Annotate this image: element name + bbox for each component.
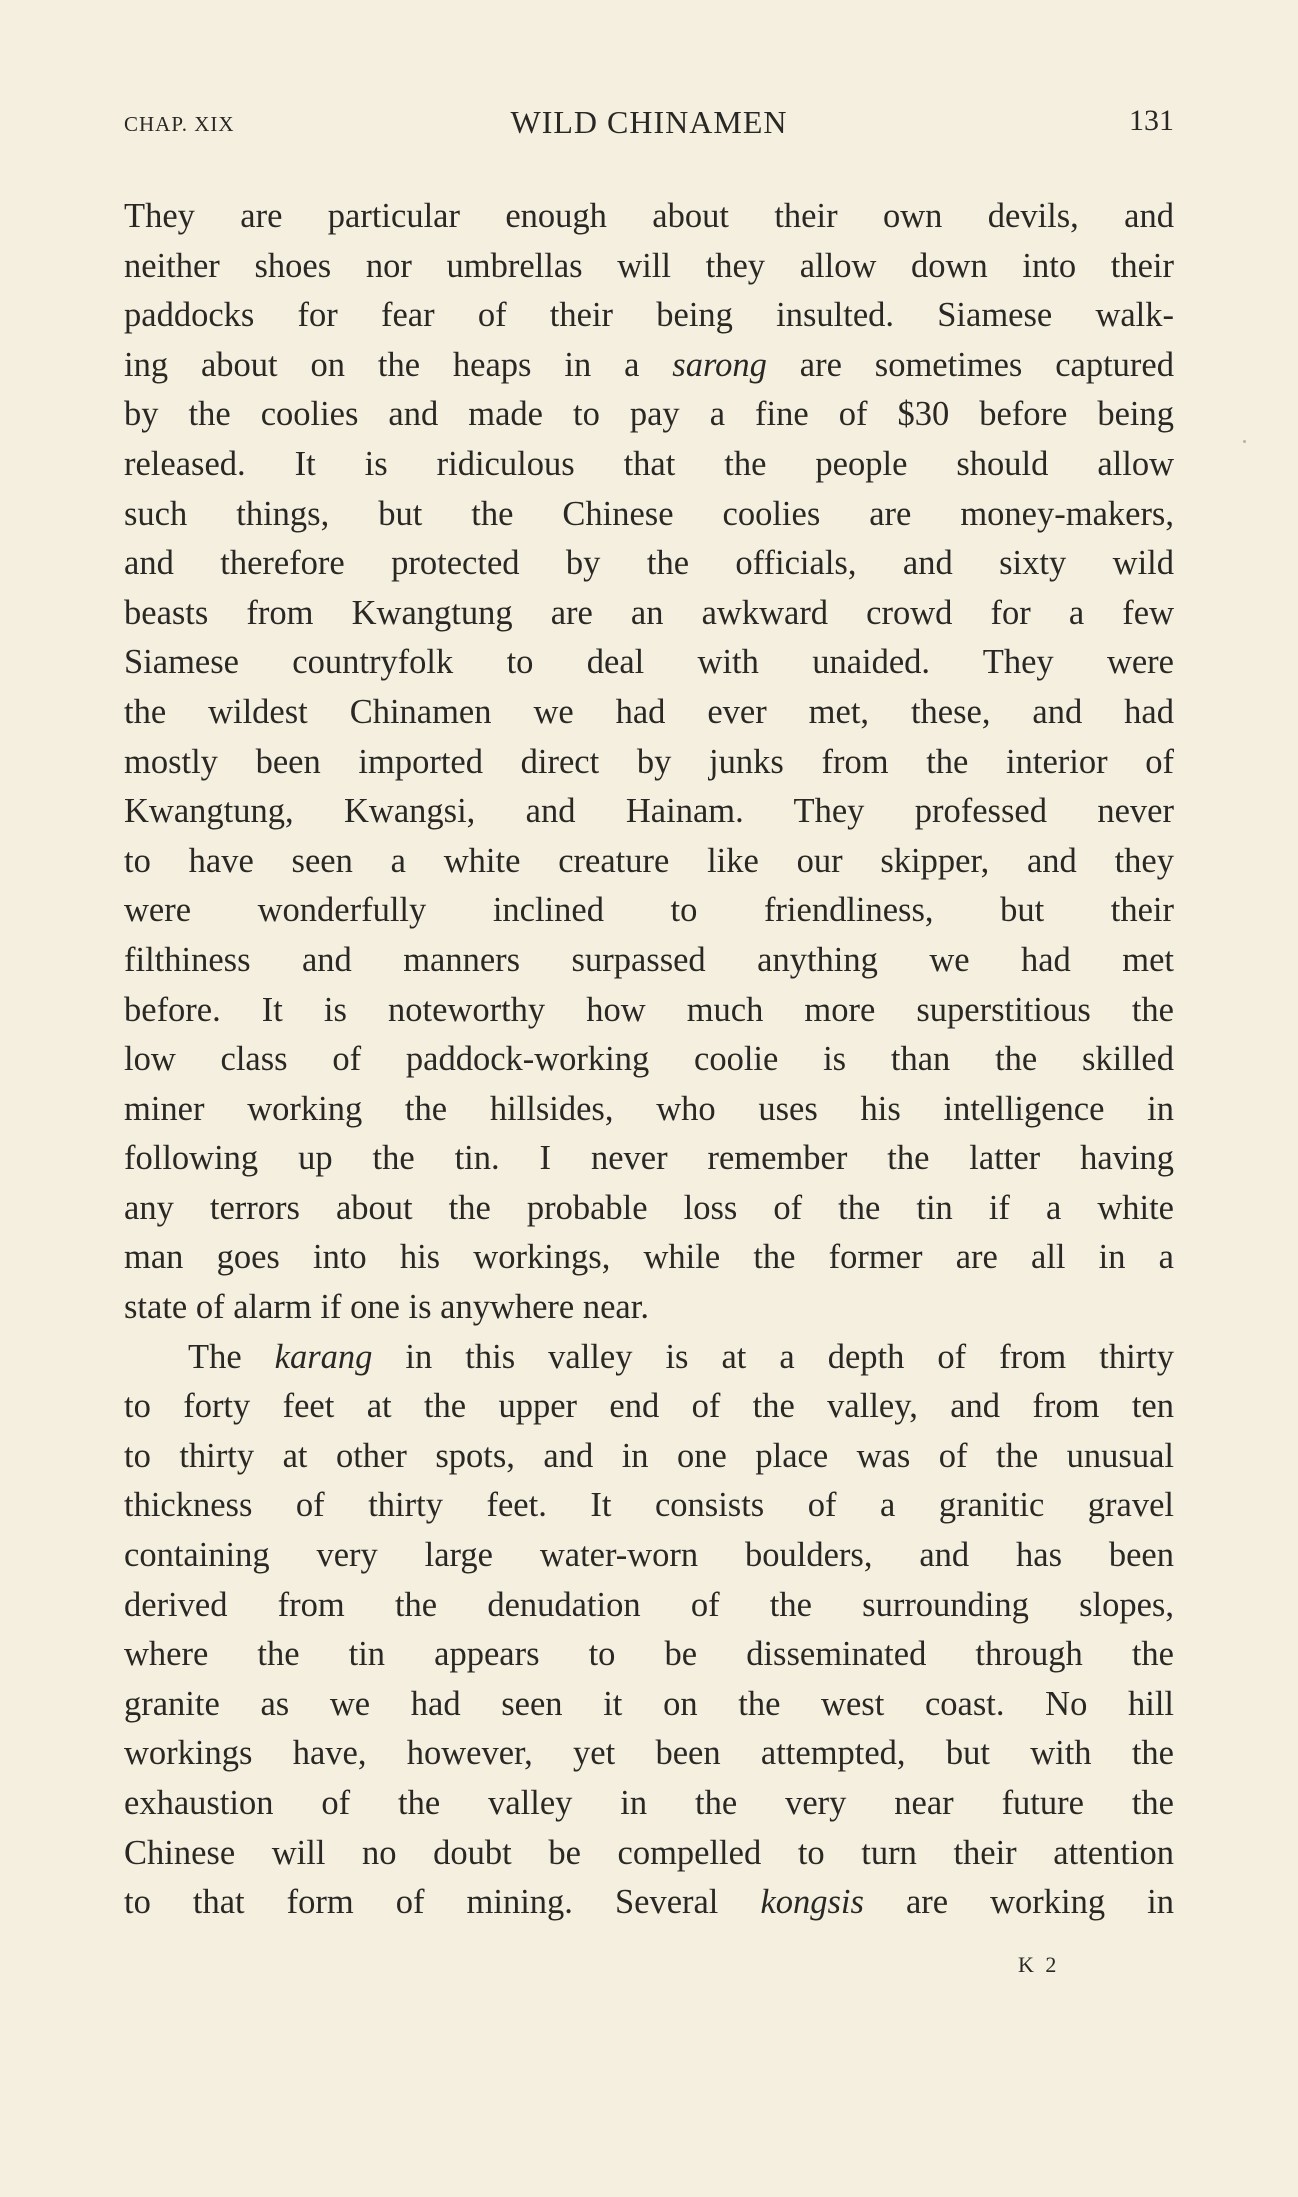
text-line — [124, 1729, 1174, 1779]
text-segment: state of alarm if one is anywhere near. — [124, 1288, 649, 1327]
text-line — [124, 440, 1174, 490]
text-segment: to forty feet at the upper end of the valley, and from ten — [124, 1387, 1174, 1426]
text-segment: Siamese countryfolk to deal with unaided. They were — [124, 643, 1174, 682]
running-title: WILD CHINAMEN — [510, 104, 788, 140]
text-segment: paddocks for fear of their being insulted. Siamese walk- — [124, 296, 1174, 335]
text-line — [124, 1333, 1174, 1383]
text-segment: exhaustion of the valley in the very near future the — [124, 1784, 1174, 1822]
running-head — [124, 104, 1174, 148]
text-segment: filthiness and manners surpassed anything we had met — [124, 940, 1174, 979]
text-segment: to thirty at other spots, and in one place was of the unusual — [124, 1436, 1174, 1475]
text-segment: They are particular enough about their own devils, and — [124, 197, 1174, 235]
text-line — [124, 1283, 1174, 1333]
text-segment: Kwangtung, Kwangsi, and Hainam. They professed never — [124, 792, 1174, 831]
text-segment: to have seen a white creature like our skipper, and they — [124, 841, 1174, 880]
text-line — [124, 390, 1174, 440]
text-line — [124, 1680, 1174, 1730]
text-line — [124, 1134, 1174, 1184]
paper-speck — [1243, 440, 1246, 443]
text-line — [124, 539, 1174, 589]
text-segment: derived from the denudation of the surrounding slopes, — [124, 1585, 1174, 1624]
text-segment: were wonderfully inclined to friendliness, but their — [124, 891, 1174, 930]
italic-term: karang — [274, 1337, 373, 1376]
text-segment: low class of paddock-working coolie is than the skilled — [124, 1040, 1174, 1079]
text-line — [124, 341, 1174, 391]
text-line — [124, 1581, 1174, 1631]
text-segment: The — [188, 1337, 275, 1376]
text-segment: granite as we had seen it on the west coast. No hill — [124, 1684, 1174, 1723]
text-line — [124, 787, 1174, 837]
text-line — [124, 1531, 1174, 1581]
text-line — [124, 242, 1174, 292]
text-segment: man goes into his workings, while the former are all in a — [124, 1238, 1174, 1277]
text-segment: miner working the hillsides, who uses his intelligence in — [124, 1089, 1174, 1128]
text-segment: thickness of thirty feet. It consists of a granitic gravel — [124, 1486, 1174, 1525]
text-line — [124, 1481, 1174, 1531]
text-segment: the wildest Chinamen we had ever met, these, and had — [124, 692, 1174, 731]
text-line — [124, 1779, 1174, 1829]
text-line — [124, 638, 1174, 688]
italic-term: sarong — [672, 345, 767, 384]
chapter-label: CHAP. XIX — [124, 112, 235, 136]
text-segment: and therefore protected by the officials, and sixty wild — [124, 544, 1174, 583]
text-segment: where the tin appears to be disseminated through the — [124, 1635, 1174, 1674]
text-line — [124, 688, 1174, 738]
text-line — [124, 1382, 1174, 1432]
text-line — [124, 589, 1174, 639]
text-line — [124, 1085, 1174, 1135]
text-segment: containing very large water-worn boulders, and has been — [124, 1536, 1174, 1575]
text-line — [124, 1035, 1174, 1085]
text-line — [124, 1432, 1174, 1482]
text-line — [124, 192, 1174, 242]
text-line — [124, 1630, 1174, 1680]
text-segment: are working in — [863, 1883, 1174, 1922]
text-segment: beasts from Kwangtung are an awkward crowd for a few — [124, 593, 1174, 632]
text-line — [124, 837, 1174, 887]
text-line — [124, 1878, 1174, 1928]
text-line — [124, 936, 1174, 986]
text-segment: following up the tin. I never remember the latter having — [124, 1139, 1174, 1178]
text-line — [124, 1829, 1174, 1879]
text-segment: released. It is ridiculous that the people should allow — [124, 444, 1174, 483]
signature-mark: K 2 — [1018, 1952, 1060, 1977]
text-segment: Chinese will no doubt be compelled to turn their attention — [124, 1833, 1174, 1872]
text-line — [124, 490, 1174, 540]
text-segment: such things, but the Chinese coolies are money-makers, — [124, 494, 1174, 533]
text-line — [124, 1184, 1174, 1234]
text-line — [124, 738, 1174, 788]
text-segment: before. It is noteworthy how much more superstitious the — [124, 990, 1174, 1029]
text-segment: are sometimes captured — [766, 345, 1174, 384]
body-text — [124, 192, 1174, 1928]
italic-term: kongsis — [760, 1883, 864, 1922]
text-segment: in this valley is at a depth of from thirty — [372, 1337, 1174, 1376]
text-line — [124, 886, 1174, 936]
text-segment: ing about on the heaps in a — [124, 345, 673, 384]
text-line — [124, 291, 1174, 341]
text-segment: any terrors about the probable loss of the tin if a white — [124, 1188, 1174, 1227]
text-line — [124, 986, 1174, 1036]
text-segment: neither shoes nor umbrellas will they allow down into their — [124, 246, 1174, 285]
text-segment: to that form of mining. Several — [124, 1883, 761, 1922]
text-segment: mostly been imported direct by junks from the interior of — [124, 742, 1174, 781]
text-segment: by the coolies and made to pay a fine of $30 before being — [124, 395, 1174, 434]
text-segment: workings have, however, yet been attempted, but with the — [124, 1734, 1174, 1773]
page-number: 131 — [1129, 104, 1174, 137]
text-line — [124, 1233, 1174, 1283]
